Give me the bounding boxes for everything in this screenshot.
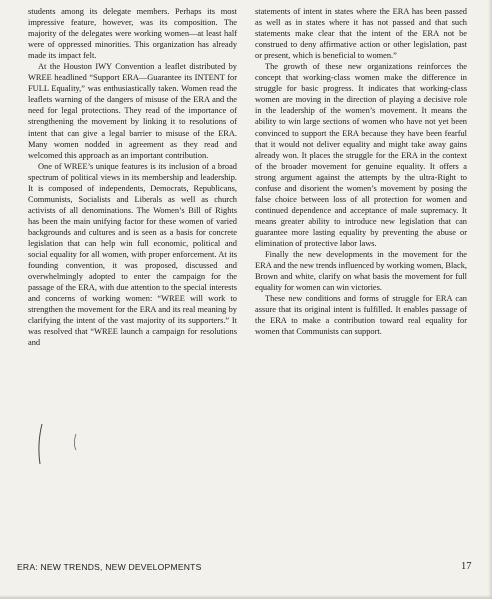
paragraph: One of WREE’s unique features is its inclusion of a broad spectrum of political views in its membership and leadership. It is composed of independents, Democrats, Republicans, Communists, Socialists and Liberals as well as church activists of all denominations. The Women’s Bill of Rights has been the main unifying factor for these women of varied backgrounds and cultures and is seen as a basis for concrete legislation that can help win full economic, political and social equality for all women, with proper enforcement. At its founding convention, it was proposed, discussed and overwhelmingly adopted to enter the campaign for the passage of the ERA, with due attention to the special interests and concerns of working women: “WREE will work to strengthen the movement for the ERA and its real meaning by clarifying the intent of the vast majority of its supporters.” It was resolved that “WREE launch a campaign for resolutions and (28, 161, 237, 348)
page-bottom-edge (0, 595, 492, 599)
page-number: 17 (461, 561, 472, 572)
right-text-column (255, 6, 467, 337)
page-edge-shadow (488, 0, 492, 599)
paragraph: These new conditions and forms of struggle for ERA can assure that its original intent is fulfilled. It enables passage of the ERA to make a contribution toward real equality for women that Communists can support. (255, 294, 467, 337)
running-title: ERA: NEW TRENDS, NEW DEVELOPMENTS (17, 562, 202, 572)
left-text-column (28, 6, 237, 348)
paragraph: statements of intent in states where the ERA has been passed as well as in states where it has not passed and that such statements make clear that the intent of the ERA not be construed to deny affirmative action or other legislation, past or present, which is beneficial to women.” (255, 7, 467, 61)
paragraph: At the Houston IWY Convention a leaflet distributed by WREE headlined “Support ERA—Guarantee its INTENT for FULL Equality,” was enthusiastically taken. Women read the leaflets warning of the dangers of misuse of the ERA and the need for legal protections. They read of the importance of strengthening the movement by linking it to resolutions of intent that can give a legal barrier to misuse of the ERA. Many women nodded in agreement as they read and welcomed this approach as an important contribution. (28, 62, 237, 160)
pencil-marks (28, 420, 98, 480)
paragraph: Finally the new developments in the movement for the ERA and the new trends influenced by working women, Black, Brown and white, clarify on what basis the movement for full equality for women can win victories. (255, 250, 467, 293)
paragraph: The growth of these new organizations reinforces the concept that working-class women make the difference in struggle for basic progress. It indicates that working-class women are moving in the direction of playing a decisive role in the leadership of the women’s movement. It means the ability to win large sections of women who have not yet been convinced to support the ERA because they have been fearful that it would not deliver equality and might take away gains already won. It places the struggle for the ERA in the context of the broader movement for genuine equality. It offers a strong argument against the attempts by the ultra-Right to confuse and disorient the women’s movement by posing the false choice between loss of all protection for women and continued dependence and acceptance of male supremacy. It means greater ability to introduce new legislation that can guarantee more lasting equality by preventing the abuse or elimination of protective labor laws. (255, 62, 467, 248)
paragraph: students among its delegate members. Perhaps its most impressive feature, however, was its composition. The majority of the delegates were working women—at least half were of oppressed minorities. This organization has already made its impact felt. (28, 7, 237, 61)
